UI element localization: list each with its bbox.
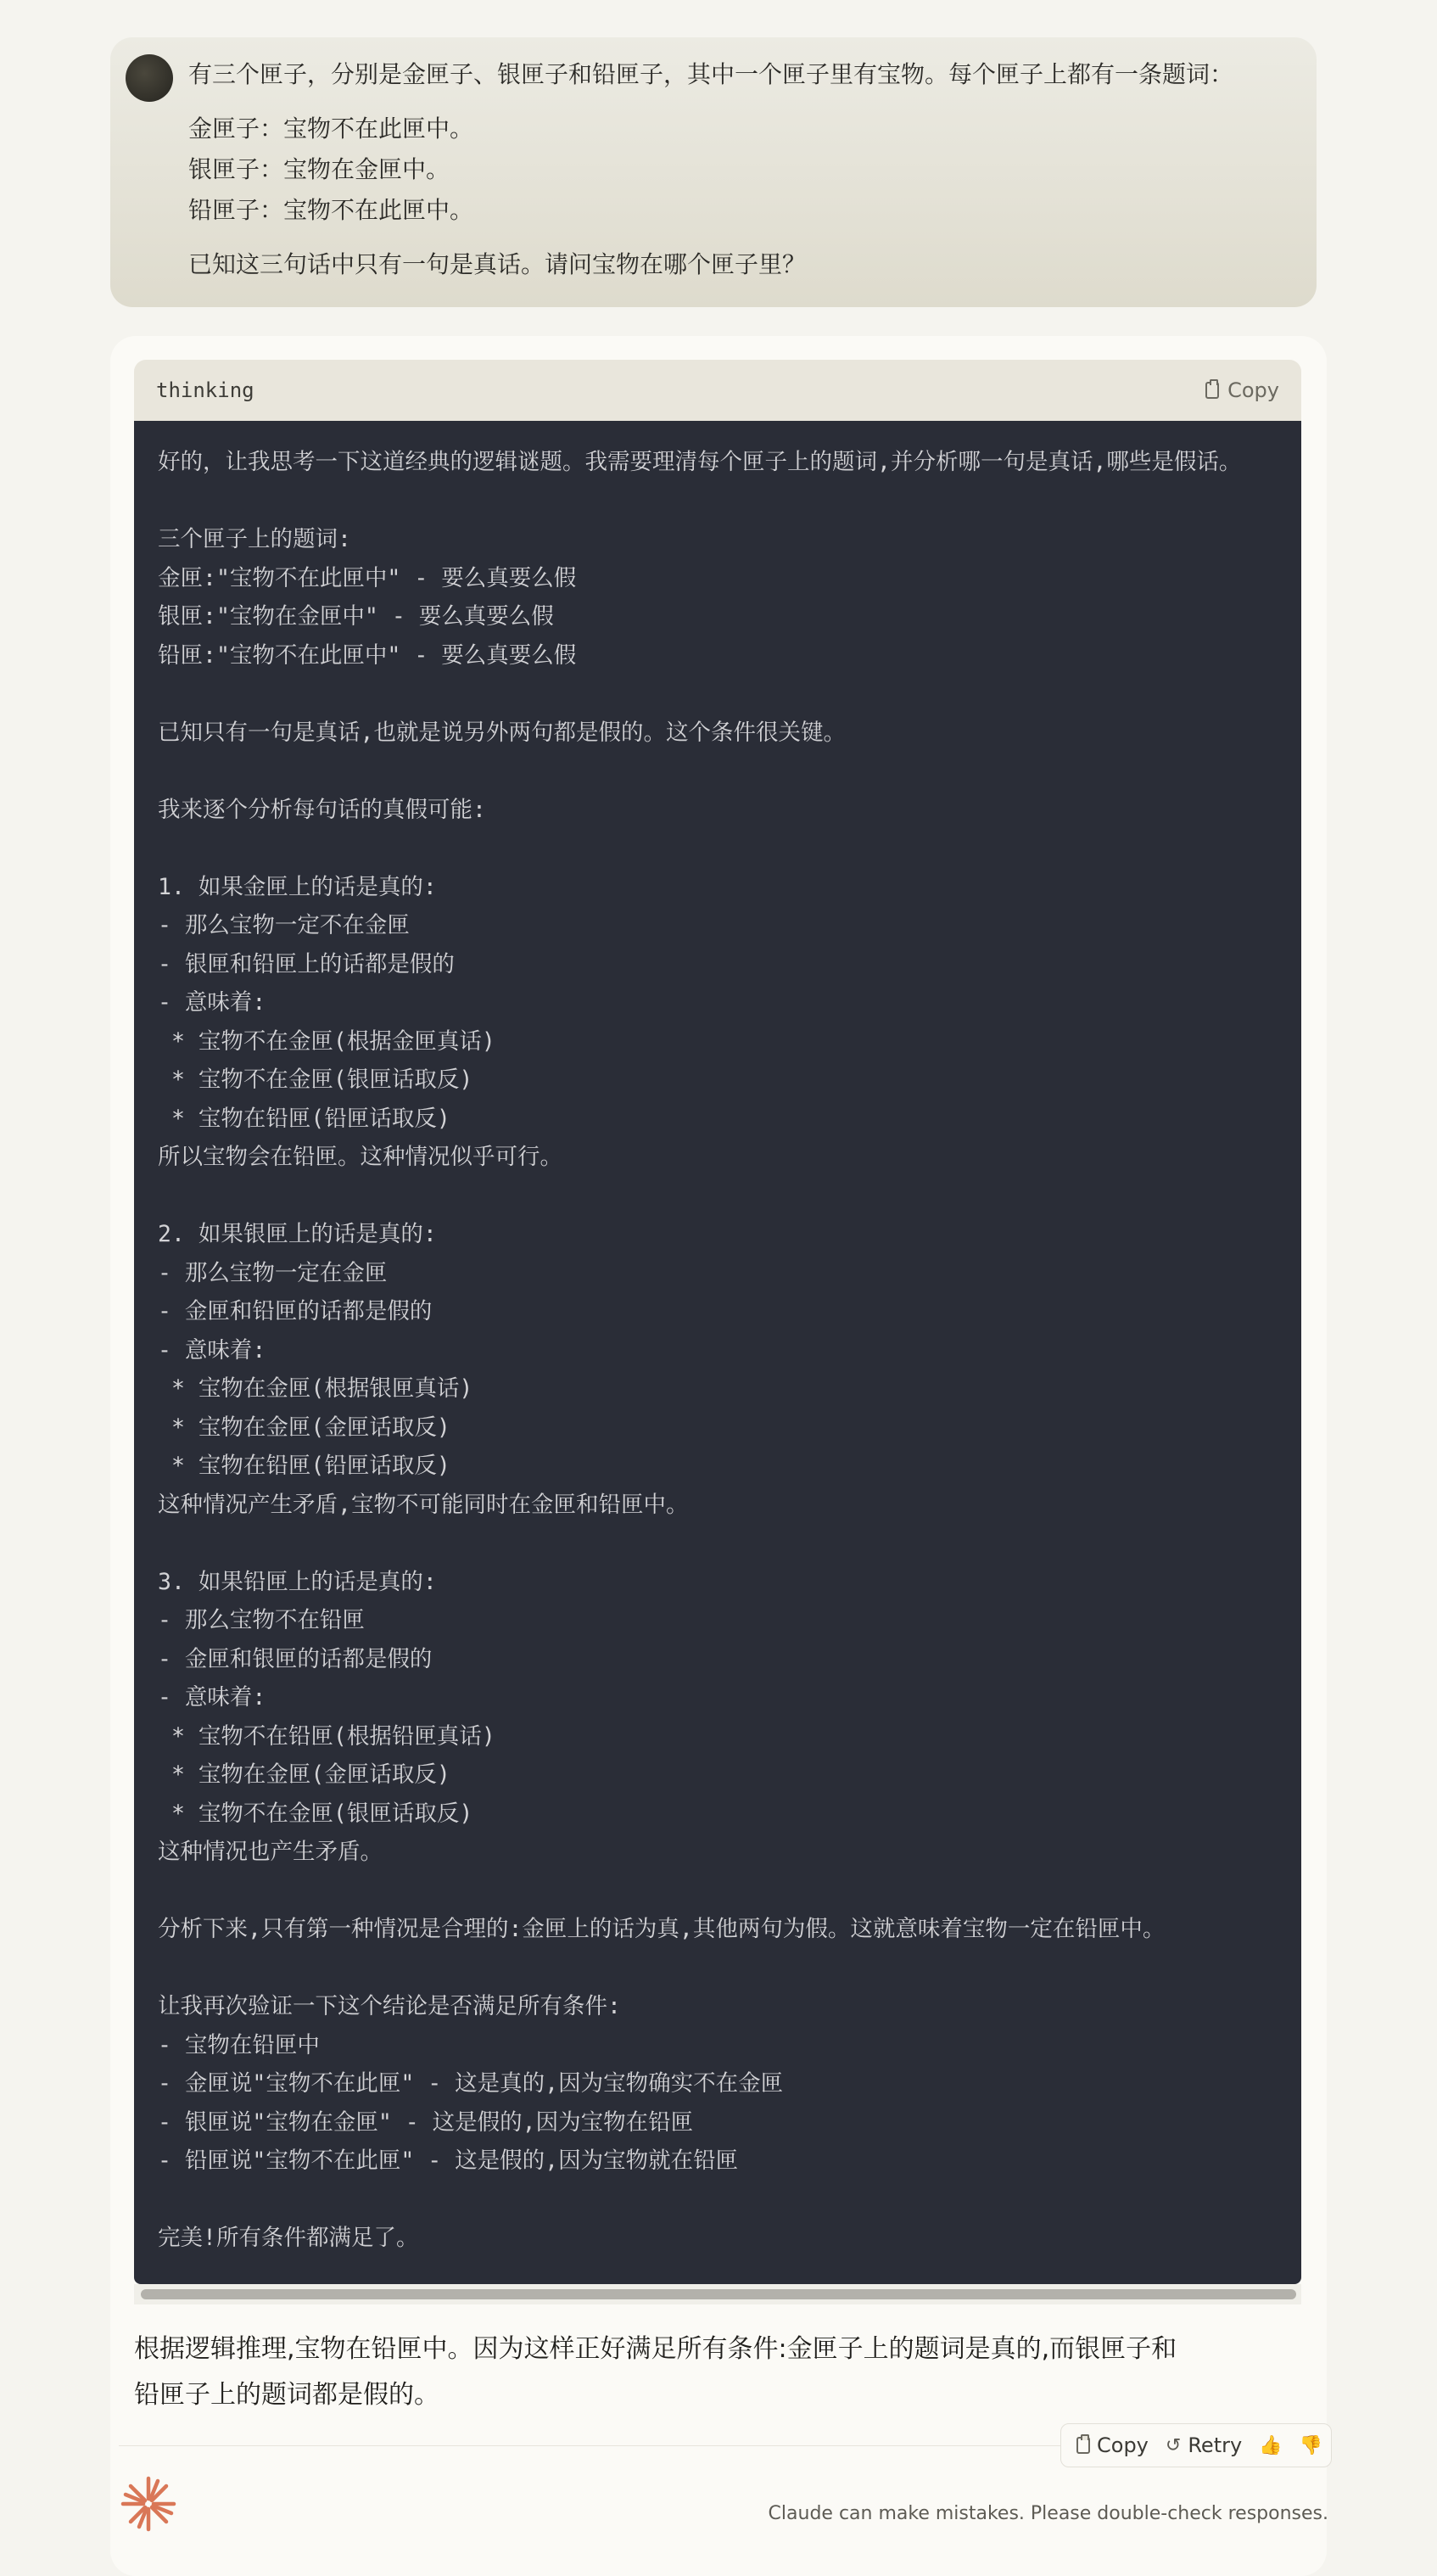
thumbs-up-icon[interactable]: 👍	[1259, 2434, 1283, 2456]
thumbs-down-icon[interactable]: 👎	[1299, 2434, 1322, 2456]
user-message	[110, 37, 1317, 307]
copy-code-button[interactable]	[1205, 360, 1279, 421]
clipboard-icon	[1205, 382, 1219, 399]
code-horizontal-scrollbar[interactable]	[134, 2284, 1301, 2304]
clipboard-icon	[1076, 2437, 1090, 2454]
claude-logo-icon	[119, 2474, 178, 2534]
retry-button[interactable]	[1166, 2433, 1242, 2457]
code-block-header	[134, 360, 1301, 421]
user-avatar	[126, 54, 173, 102]
assistant-answer	[134, 2327, 1245, 2418]
code-content: 好的，让我思考一下这道经典的逻辑谜题。我需要理清每个匣子上的题词,并分析哪一句是真话,哪些是假话。 三个匣子上的题词: 金匣:"宝物不在此匣中" - 要么真要么假 银匣:"宝物在金匣中" - 要么真要么假 铅匣:"宝物不在此匣中" - 要么真要么假 已知只有一句是真话,也就是说另外两句都是假的。这个条件很关键。 我来逐个分析每句话的真假可能: 1. 如果金匣上的话是真的: - 那么宝物一定不在金匣 - 银匣和铅匣上的话都是假的 - 意味着: * 宝物不在金匣(根据金匣真话) * 宝物不在金匣(银匣话取反) * 宝物在铅匣(铅匣话取反) 所以宝物会在铅匣。这种情况似乎可行。 2. 如果银匣上的话是真的: - 那么宝物一定在金匣 - 金匣和铅匣的话都是假的 - 意味着: * 宝物在金匣(根据银匣真话) * 宝物在金匣(金匣话取反) * 宝物在铅匣(铅匣话取反) 这种情况产生矛盾,宝物不可能同时在金匣和铅匣中。 3. 如果铅匣上的话是真的: - 那么宝物不在铅匣 - 金匣和银匣的话都是假的 - 意味着: * 宝物不在铅匣(根据铅匣真话) * 宝物在金匣(金匣话取反) * 宝物不在金匣(银匣话取反) 这种情况也产生矛盾。 分析下来,只有第一种情况是合理的:金匣上的话为真,其他两句为假。这就意味着宝物一定在铅匣中。 让我再次验证一下这个结论是否满足所有条件: - 宝物在铅匣中 - 金匣说"宝物不在此匣" - 这是真的,因为宝物确实不在金匣 - 银匣说"宝物在金匣" - 这是假的,因为宝物在铅匣 - 铅匣说"宝物不在此匣" - 这是假的,因为宝物就在铅匣 完美!所有条件都满足了。	[158, 449, 1242, 2251]
copy-code-label: Copy	[1227, 378, 1279, 402]
answer-line: 根据逻辑推理,宝物在铅匣中。因为这样正好满足所有条件:金匣子上的题词是真的,而银匣子和	[134, 2334, 1177, 2364]
code-language-label: thinking	[156, 378, 254, 402]
retry-label: Retry	[1188, 2433, 1243, 2457]
message-actions	[1060, 2423, 1332, 2467]
user-message-text	[188, 54, 1300, 285]
user-message-line: 铅匣子：宝物不在此匣中。	[188, 196, 474, 224]
user-message-line: 银匣子：宝物在金匣中。	[188, 155, 450, 183]
user-message-question: 已知这三句话中只有一句是真话。请问宝物在哪个匣子里？	[188, 250, 807, 278]
copy-message-button[interactable]	[1076, 2433, 1149, 2457]
user-message-line: 金匣子：宝物不在此匣中。	[188, 115, 474, 143]
copy-message-label: Copy	[1097, 2433, 1149, 2457]
answer-line: 铅匣子上的题词都是假的。	[134, 2380, 439, 2410]
retry-icon: ↺	[1165, 2434, 1182, 2456]
scrollbar-thumb[interactable]	[141, 2289, 1296, 2299]
code-block-body	[134, 421, 1301, 2284]
user-message-intro: 有三个匣子，分别是金匣子、银匣子和铅匣子，其中一个匣子里有宝物。每个匣子上都有一条题词：	[188, 60, 1234, 88]
footer-disclaimer: Claude can make mistakes. Please double-check responses.	[768, 2503, 1328, 2524]
